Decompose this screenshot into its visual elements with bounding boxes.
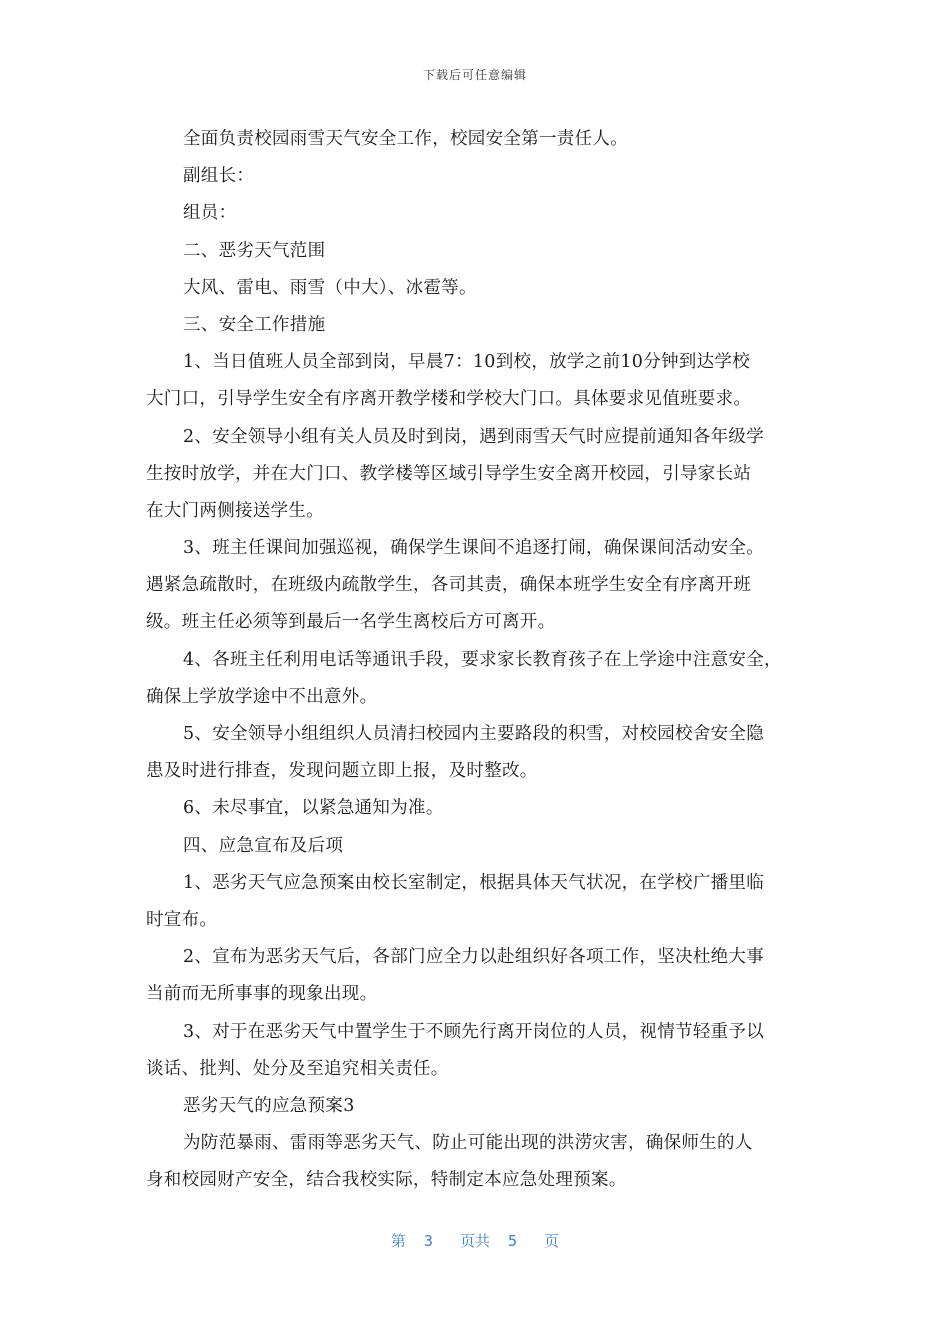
text-line: 3、对于在恶劣天气中置学生于不顾先行离开岗位的人员，视情节轻重予以 <box>183 1021 765 1042</box>
text-line: 在大门两侧接送学生。 <box>146 500 324 521</box>
text-line: 身和校园财产安全，结合我校实际，特制定本应急处理预案。 <box>146 1170 627 1191</box>
text-line: 大风、雷电、雨雪（中大）、冰雹等。 <box>183 277 477 298</box>
text-line: 组员： <box>183 203 237 224</box>
text-line: 时宣布。 <box>146 909 218 930</box>
document-body <box>146 121 816 1199</box>
text-line: 遇紧急疏散时，在班级内疏散学生，各司其责，确保本班学生安全有序离开班 <box>146 575 752 596</box>
page-number-footer: 第 3 页共 5 页 <box>390 1232 560 1250</box>
text-line: 三、安全工作措施 <box>183 314 326 335</box>
text-line: 1、当日值班人员全部到岗，早晨7：10到校，放学之前10分钟到达学校 <box>183 352 751 373</box>
text-line: 患及时进行排查，发现问题立即上报，及时整改。 <box>146 761 538 782</box>
text-line: 恶劣天气的应急预案3 <box>183 1095 355 1116</box>
text-line: 生按时放学，并在大门口、教学楼等区域引导学生安全离开校园，引导家长站 <box>146 463 752 484</box>
text-line: 大门口，引导学生安全有序离开教学楼和学校大门口。具体要求见值班要求。 <box>146 389 752 410</box>
text-line: 5、安全领导小组组织人员清扫校园内主要路段的积雪，对校园校舍安全隐 <box>183 724 765 744</box>
text-line: 2、安全领导小组有关人员及时到岗，遇到雨雪天气时应提前通知各年级学 <box>183 426 765 447</box>
text-line: 副组长： <box>183 166 255 187</box>
text-line: 3、班主任课间加强巡视，确保学生课间不追逐打闹，确保课间活动安全。 <box>183 538 765 559</box>
text-line: 当前而无所事事的现象出现。 <box>146 984 378 1005</box>
text-line: 6、未尽事宜，以紧急通知为准。 <box>183 798 444 819</box>
text-line: 谈话、批判、处分及至追究相关责任。 <box>146 1058 449 1079</box>
text-line: 确保上学放学途中不出意外。 <box>146 686 378 707</box>
text-line: 二、恶劣天气范围 <box>183 240 326 261</box>
text-line: 级。班主任必须等到最后一名学生离校后方可离开。 <box>146 612 556 633</box>
text-line: 四、应急宣布及后项 <box>183 835 344 856</box>
text-line: 为防范暴雨、雷雨等恶劣天气、防止可能出现的洪涝灾害，确保师生的人 <box>183 1133 753 1154</box>
text-line: 1、恶劣天气应急预案由校长室制定，根据具体天气状况，在学校广播里临 <box>183 872 765 893</box>
page-header-note: 下载后可任意编辑 <box>422 68 527 82</box>
text-line: 全面负责校园雨雪天气安全工作，校园安全第一责任人。 <box>183 129 628 149</box>
text-line: 4、各班主任利用电话等通讯手段，要求家长教育孩子在上学途中注意安全， <box>183 649 782 670</box>
text-line: 2、宣布为恶劣天气后，各部门应全力以赴组织好各项工作，坚决杜绝大事 <box>183 947 765 968</box>
